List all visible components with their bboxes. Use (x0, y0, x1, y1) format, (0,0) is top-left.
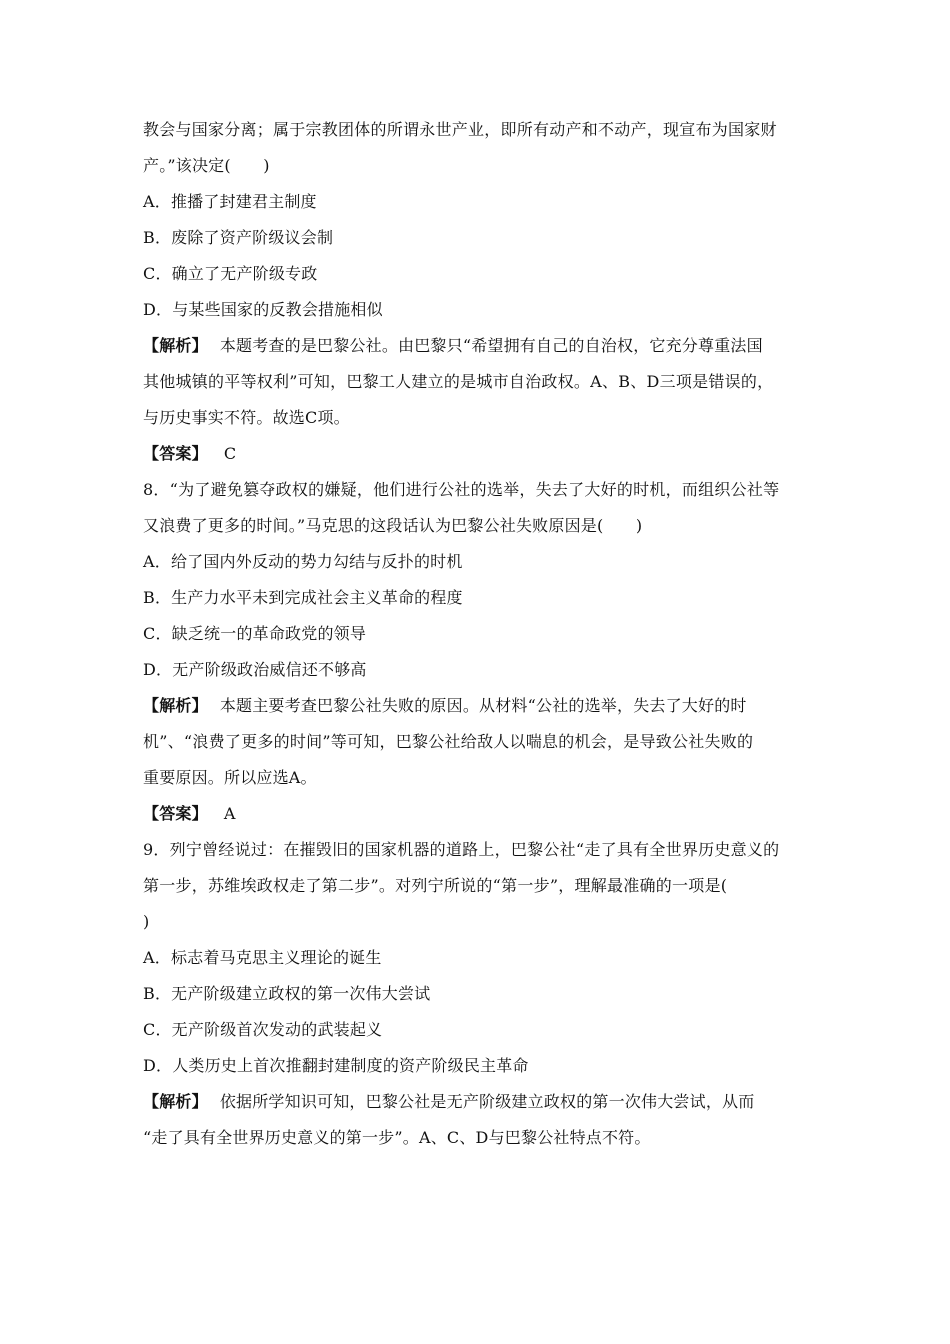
question-8-stem-line-2: 又浪费了更多的时间。”马克思的这段话认为巴黎公社失败原因是( ) (143, 516, 643, 535)
question-7-stem-line-2: 产。”该决定( ) (143, 156, 270, 175)
analysis-label: 【解析】 (143, 696, 208, 715)
question-8-option-c: C．缺乏统一的革命政党的领导 (143, 624, 367, 643)
analysis-text: 本题主要考查巴黎公社失败的原因。从材料“公社的选举，失去了大好的时 (219, 696, 747, 715)
question-9-option-d: D．人类历史上首次推翻封建制度的资产阶级民主革命 (143, 1056, 529, 1075)
question-7-stem-line-1: 教会与国家分离；属于宗教团体的所谓永世产业，即所有动产和不动产，现宣布为国家财 (143, 120, 777, 139)
answer-label: 【答案】 (143, 444, 208, 463)
question-7-answer (143, 442, 813, 466)
question-9-analysis-line-1 (143, 1090, 813, 1114)
question-7-analysis-line-1 (143, 334, 813, 358)
question-7-option-b: B．废除了资产阶级议会制 (143, 228, 334, 247)
analysis-text: 依据所学知识可知，巴黎公社是无产阶级建立政权的第一次伟大尝试，从而 (219, 1092, 755, 1111)
question-7-option-c: C．确立了无产阶级专政 (143, 264, 318, 283)
question-8-analysis-line-3: 重要原因。所以应选A。 (143, 768, 317, 787)
question-8-stem-line-1: 8．“为了避免篡夺政权的嫌疑，他们进行公社的选举，失去了大好的时机，而组织公社等 (143, 480, 780, 499)
document-page (143, 118, 813, 1162)
analysis-label: 【解析】 (143, 336, 208, 355)
question-8-analysis-line-1 (143, 694, 813, 718)
answer-value: A (223, 804, 236, 823)
question-7-option-a: A．推播了封建君主制度 (143, 192, 317, 211)
analysis-label: 【解析】 (143, 1092, 208, 1111)
question-8-option-d: D．无产阶级政治威信还不够高 (143, 660, 367, 679)
question-9-stem-line-1: 9．列宁曾经说过：在摧毁旧的国家机器的道路上，巴黎公社“走了具有全世界历史意义的 (143, 840, 780, 859)
question-8-answer (143, 802, 813, 826)
question-7 (143, 118, 813, 466)
question-8-option-a: A．给了国内外反动的势力勾结与反扑的时机 (143, 552, 463, 571)
question-9-option-c: C．无产阶级首次发动的武装起义 (143, 1020, 383, 1039)
question-7-analysis-line-3: 与历史事实不符。故选C项。 (143, 408, 350, 427)
question-9-option-b: B．无产阶级建立政权的第一次伟大尝试 (143, 984, 431, 1003)
question-7-option-d: D．与某些国家的反教会措施相似 (143, 300, 383, 319)
question-8-analysis-line-2: 机”、“浪费了更多的时间”等可知，巴黎公社给敌人以喘息的机会，是导致公社失败的 (143, 732, 754, 751)
question-8-option-b: B．生产力水平未到完成社会主义革命的程度 (143, 588, 463, 607)
question-9-stem-line-3: ) (143, 912, 150, 931)
question-7-analysis-line-2: 其他城镇的平等权利”可知，巴黎工人建立的是城市自治政权。A、B、D三项是错误的， (143, 372, 774, 391)
analysis-text: 本题考查的是巴黎公社。由巴黎只“希望拥有自己的自治权，它充分尊重法国 (219, 336, 763, 355)
question-9-option-a: A．标志着马克思主义理论的诞生 (143, 948, 382, 967)
answer-label: 【答案】 (143, 804, 208, 823)
question-9-stem-line-2: 第一步，苏维埃政权走了第二步”。对列宁所说的“第一步”，理解最准确的一项是( (143, 876, 728, 895)
question-9-analysis-line-2: “走了具有全世界历史意义的第一步”。A、C、D与巴黎公社特点不符。 (143, 1128, 651, 1147)
question-8 (143, 478, 813, 826)
answer-value: C (223, 444, 237, 463)
question-9 (143, 838, 813, 1150)
